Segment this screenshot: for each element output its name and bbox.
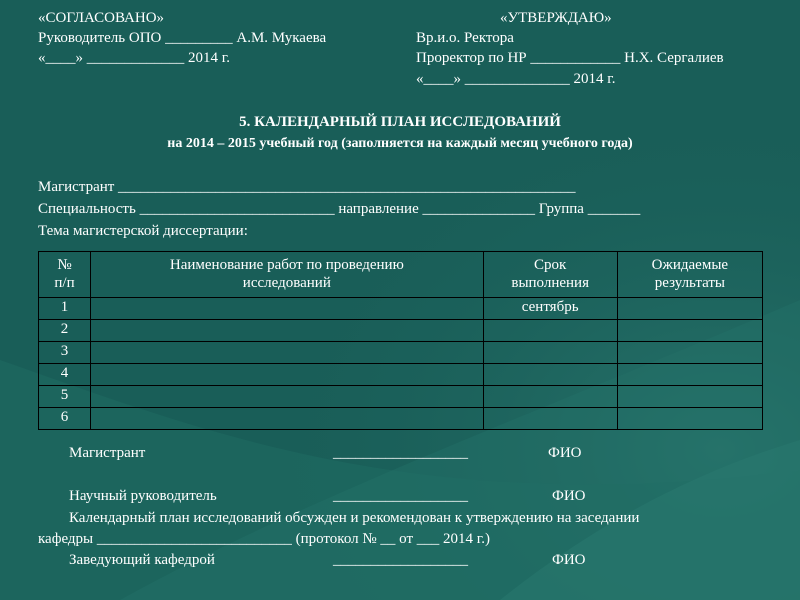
row-result <box>617 298 762 320</box>
approve-heading: «УТВЕРЖДАЮ» <box>500 10 612 26</box>
table-row <box>39 386 763 408</box>
header-term <box>483 252 617 298</box>
master-fio: ФИО <box>548 445 582 461</box>
header-num-line1: № <box>57 257 72 273</box>
row-work <box>91 298 484 320</box>
table-row <box>39 320 763 342</box>
specialty-field: Специальность __________________________ направление _______________ Группа _______ <box>38 201 641 217</box>
row-term: сентябрь <box>483 298 617 320</box>
supervisor-signature-blank: __________________ <box>333 488 468 504</box>
header-num-line2: п/п <box>54 275 75 291</box>
header-result-line1: Ожидаемые <box>651 257 729 273</box>
research-plan-table <box>38 251 763 430</box>
page-title: 5. КАЛЕНДАРНЫЙ ПЛАН ИССЛЕДОВАНИЙ <box>239 114 561 130</box>
supervisor-signature-label: Научный руководитель <box>69 488 217 504</box>
row-term <box>483 386 617 408</box>
header-result-line2: результаты <box>654 275 725 291</box>
header-term-line2: выполнения <box>511 275 589 291</box>
row-num: 6 <box>39 408 91 430</box>
page-subtitle: на 2014 – 2015 учебный год (заполняется на каждый месяц учебного года) <box>167 136 633 151</box>
row-result <box>617 320 762 342</box>
row-work <box>91 342 484 364</box>
approval-text-line2: кафедры __________________________ (протокол № __ от ___ 2014 г.) <box>38 531 490 547</box>
dept-head-fio: ФИО <box>552 552 586 568</box>
row-term <box>483 364 617 386</box>
row-num: 5 <box>39 386 91 408</box>
row-work <box>91 386 484 408</box>
approval-text-line1: Календарный план исследований обсужден и рекомендован к утверждению на заседании <box>69 510 640 526</box>
header-work-line2: исследований <box>242 275 331 291</box>
opo-head-line: Руководитель ОПО _________ А.М. Мукаева <box>38 30 327 46</box>
prorector-line: Проректор по НР ____________ Н.Х. Сергалиев <box>416 50 724 66</box>
table-row <box>39 298 763 320</box>
header-term-line1: Срок <box>534 257 567 273</box>
row-result <box>617 408 762 430</box>
agreed-date-line: «____» _____________ 2014 г. <box>38 50 230 66</box>
row-term <box>483 320 617 342</box>
rector-line: Вр.и.о. Ректора <box>416 30 514 46</box>
header-work-line1: Наименование работ по проведению <box>169 257 404 273</box>
row-result <box>617 364 762 386</box>
row-work <box>91 320 484 342</box>
header-result <box>617 252 762 298</box>
master-field: Магистрант _____________________________________________________________ <box>38 179 576 195</box>
approve-date-line: «____» ______________ 2014 г. <box>416 71 616 87</box>
agreed-heading: «СОГЛАСОВАНО» <box>38 10 165 26</box>
row-result <box>617 386 762 408</box>
supervisor-fio: ФИО <box>552 488 586 504</box>
dept-head-signature-label: Заведующий кафедрой <box>69 552 215 568</box>
header-work <box>91 252 484 298</box>
row-num: 3 <box>39 342 91 364</box>
table-row <box>39 364 763 386</box>
master-signature-label: Магистрант <box>69 445 146 461</box>
row-result <box>617 342 762 364</box>
row-work <box>91 408 484 430</box>
table-row <box>39 408 763 430</box>
table-header-row <box>39 252 763 298</box>
dept-head-signature-blank: __________________ <box>333 552 468 568</box>
master-signature-blank: __________________ <box>333 445 468 461</box>
topic-field: Тема магистерской диссертации: <box>38 223 248 239</box>
header-num <box>39 252 91 298</box>
row-num: 1 <box>39 298 91 320</box>
row-num: 2 <box>39 320 91 342</box>
row-term <box>483 408 617 430</box>
row-num: 4 <box>39 364 91 386</box>
row-work <box>91 364 484 386</box>
table-row <box>39 342 763 364</box>
row-term <box>483 342 617 364</box>
